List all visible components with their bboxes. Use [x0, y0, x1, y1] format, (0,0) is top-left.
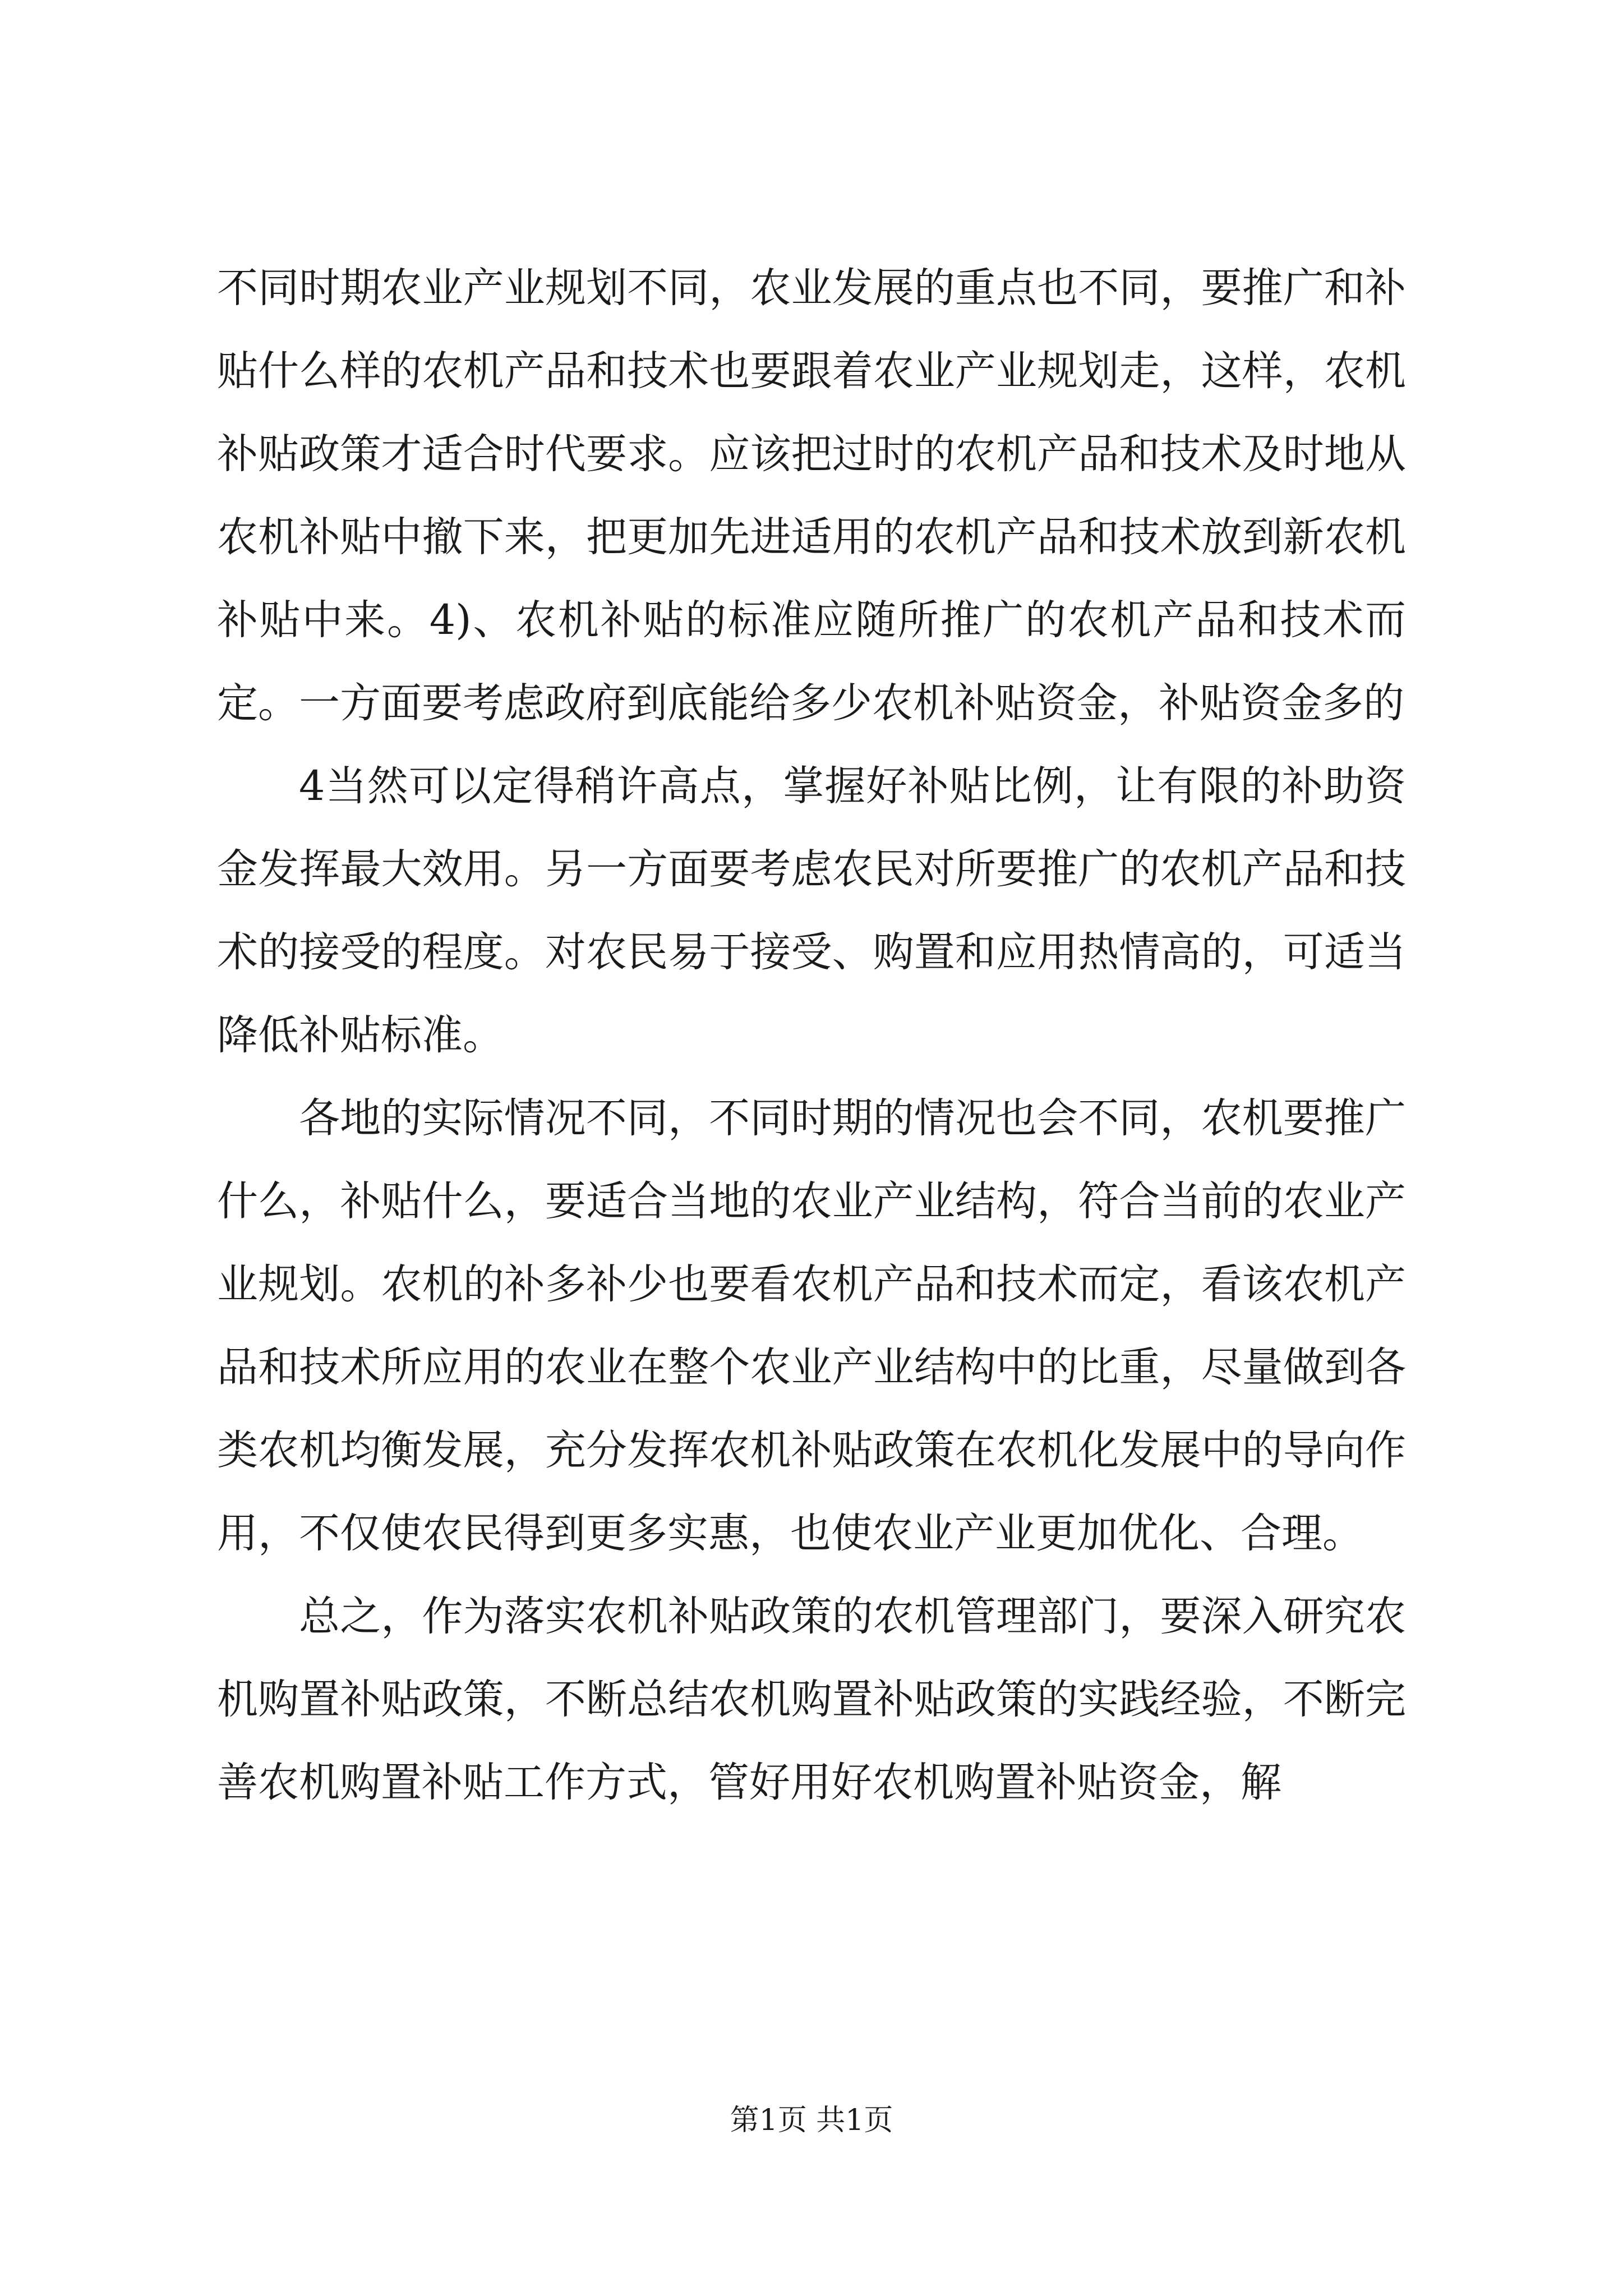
document-body: [217, 247, 1406, 1824]
paragraph-3: 各地的实际情况不同，不同时期的情况也会不同，农机要推广什么，补贴什么，要适合当地的农业产业结构，符合当前的农业产业规划。农机的补多补少也要看农机产品和技术而定，看该农机产品和技术所应用的农业在整个农业产业结构中的比重，尽量做到各类农机均衡发展，充分发挥农机补贴政策在农机化发展中的导向作用，不仅使农民得到更多实惠，也使农业产业更加优化、合理。: [217, 1094, 1406, 1557]
paragraph-2: 4当然可以定得稍许高点，掌握好补贴比例，让有限的补助资金发挥最大效用。另一方面要考虑农民对所要推广的农机产品和技术的接受的程度。对农民易于接受、购置和应用热情高的，可适当降低补贴标准。: [217, 762, 1406, 1059]
page-footer: 第1页 共1页: [730, 2104, 893, 2137]
paragraph-4: 总之，作为落实农机补贴政策的农机管理部门，要深入研究农机购置补贴政策，不断总结农机购置补贴政策的实践经验，不断完善农机购置补贴工作方式，管好用好农机购置补贴资金，解: [217, 1593, 1406, 1806]
paragraph-1: 不同时期农业产业规划不同，农业发展的重点也不同，要推广和补贴什么样的农机产品和技术也要跟着农业产业规划走，这样，农机补贴政策才适合时代要求。应该把过时的农机产品和技术及时地从农机补贴中撤下来，把更加先进适用的农机产品和技术放到新农机补贴中来。4)、农机补贴的标准应随所推广的农机产品和技术而定。一方面要考虑政府到底能给多少农机补贴资金，补贴资金多的: [217, 264, 1406, 727]
